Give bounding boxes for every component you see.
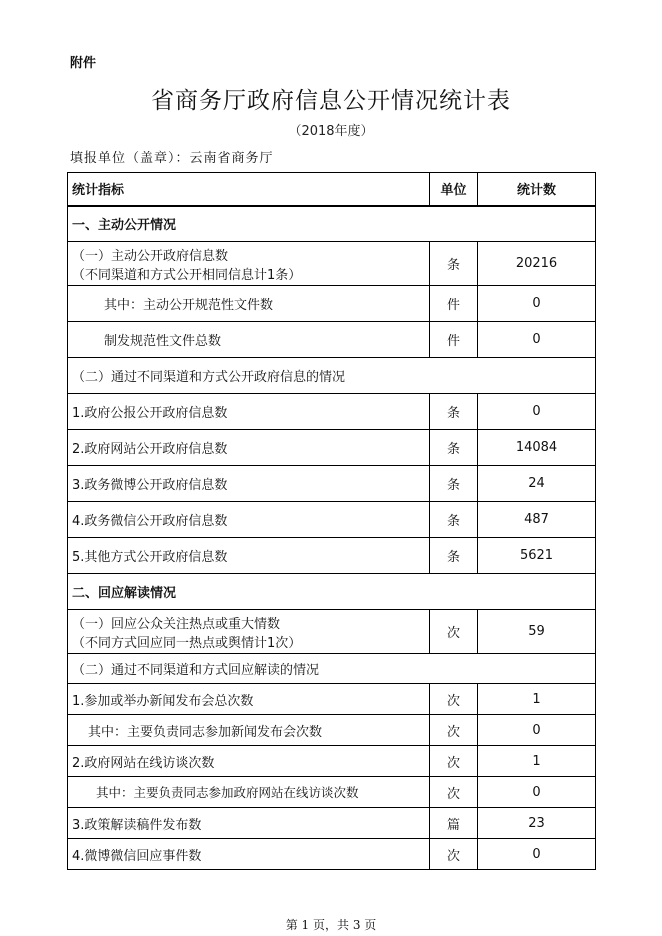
row-label: 2.政府网站公开政府信息数 (68, 430, 430, 466)
filler-unit: 填报单位（盖章）：云南省商务厅 (70, 151, 274, 166)
row-unit: 条 (430, 538, 478, 574)
table-row (68, 538, 596, 574)
row-value: 0 (478, 286, 596, 322)
row-value: 0 (478, 777, 596, 808)
table-row (68, 430, 596, 466)
row-unit: 篇 (430, 808, 478, 839)
table-row (68, 808, 596, 839)
row-unit: 件 (430, 322, 478, 358)
table-row (68, 242, 596, 286)
row-label-note: （不同渠道和方式公开相同信息计1条） (72, 267, 302, 283)
row-unit: 次 (430, 610, 478, 654)
row-label (68, 610, 430, 654)
section-row (68, 206, 596, 242)
table-row (68, 610, 596, 654)
row-value: 1 (478, 684, 596, 715)
header-indicator: 统计指标 (68, 173, 430, 206)
report-year: （2018年度） (288, 124, 374, 139)
row-label-main: （一）回应公众关注热点或重大情数 (72, 616, 281, 632)
page-footer: 第 1 页，共 3 页 (285, 918, 377, 932)
row-value: 20216 (478, 242, 596, 286)
table-row (68, 777, 596, 808)
header-unit: 单位 (430, 173, 478, 206)
row-unit: 次 (430, 715, 478, 746)
row-value: 24 (478, 466, 596, 502)
statistics-table (67, 172, 596, 870)
row-unit: 条 (430, 430, 478, 466)
section-title-1: 一、主动公开情况 (68, 206, 596, 242)
row-label: 4.微博微信回应事件数 (68, 839, 430, 870)
row-value: 0 (478, 394, 596, 430)
subsection-title-2: （二）通过不同渠道和方式回应解读的情况 (68, 654, 596, 684)
table-row (68, 839, 596, 870)
table-row (68, 466, 596, 502)
row-value: 0 (478, 715, 596, 746)
section-row (68, 574, 596, 610)
table-row (68, 502, 596, 538)
row-value: 0 (478, 839, 596, 870)
row-label: 3.政务微博公开政府信息数 (68, 466, 430, 502)
row-value: 59 (478, 610, 596, 654)
row-label: 4.政务微信公开政府信息数 (68, 502, 430, 538)
attachment-label: 附件 (70, 56, 97, 71)
table-row (68, 322, 596, 358)
row-label: 其中：主要负责同志参加新闻发布会次数 (68, 715, 430, 746)
row-value: 487 (478, 502, 596, 538)
table-row (68, 286, 596, 322)
row-unit: 条 (430, 242, 478, 286)
row-label: 3.政策解读稿件发布数 (68, 808, 430, 839)
row-label: 其中：主要负责同志参加政府网站在线访谈次数 (68, 777, 430, 808)
table-header-row (68, 173, 596, 206)
row-label: 1.参加或举办新闻发布会总次数 (68, 684, 430, 715)
row-label: 1.政府公报公开政府信息数 (68, 394, 430, 430)
row-label: 其中：主动公开规范性文件数 (68, 286, 430, 322)
row-unit: 条 (430, 466, 478, 502)
row-unit: 件 (430, 286, 478, 322)
row-unit: 条 (430, 394, 478, 430)
subsection-title-1: （二）通过不同渠道和方式公开政府信息的情况 (68, 358, 596, 394)
row-unit: 次 (430, 746, 478, 777)
row-label: 2.政府网站在线访谈次数 (68, 746, 430, 777)
row-label-note: （不同方式回应同一热点或舆情计1次） (72, 635, 302, 651)
row-value: 5621 (478, 538, 596, 574)
row-unit: 次 (430, 839, 478, 870)
row-unit: 次 (430, 684, 478, 715)
row-value: 14084 (478, 430, 596, 466)
table-row (68, 746, 596, 777)
row-unit: 次 (430, 777, 478, 808)
subsection-row (68, 654, 596, 684)
page-title: 省商务厅政府信息公开情况统计表 (151, 88, 511, 114)
row-value: 1 (478, 746, 596, 777)
row-label-main: （一）主动公开政府信息数 (72, 248, 229, 264)
row-label (68, 242, 430, 286)
table-row (68, 394, 596, 430)
row-unit: 条 (430, 502, 478, 538)
row-value: 23 (478, 808, 596, 839)
row-value: 0 (478, 322, 596, 358)
table-row (68, 684, 596, 715)
table-row (68, 715, 596, 746)
section-title-2: 二、回应解读情况 (68, 574, 596, 610)
subsection-row (68, 358, 596, 394)
row-label: 5.其他方式公开政府信息数 (68, 538, 430, 574)
header-count: 统计数 (478, 173, 596, 206)
row-label: 制发规范性文件总数 (68, 322, 430, 358)
